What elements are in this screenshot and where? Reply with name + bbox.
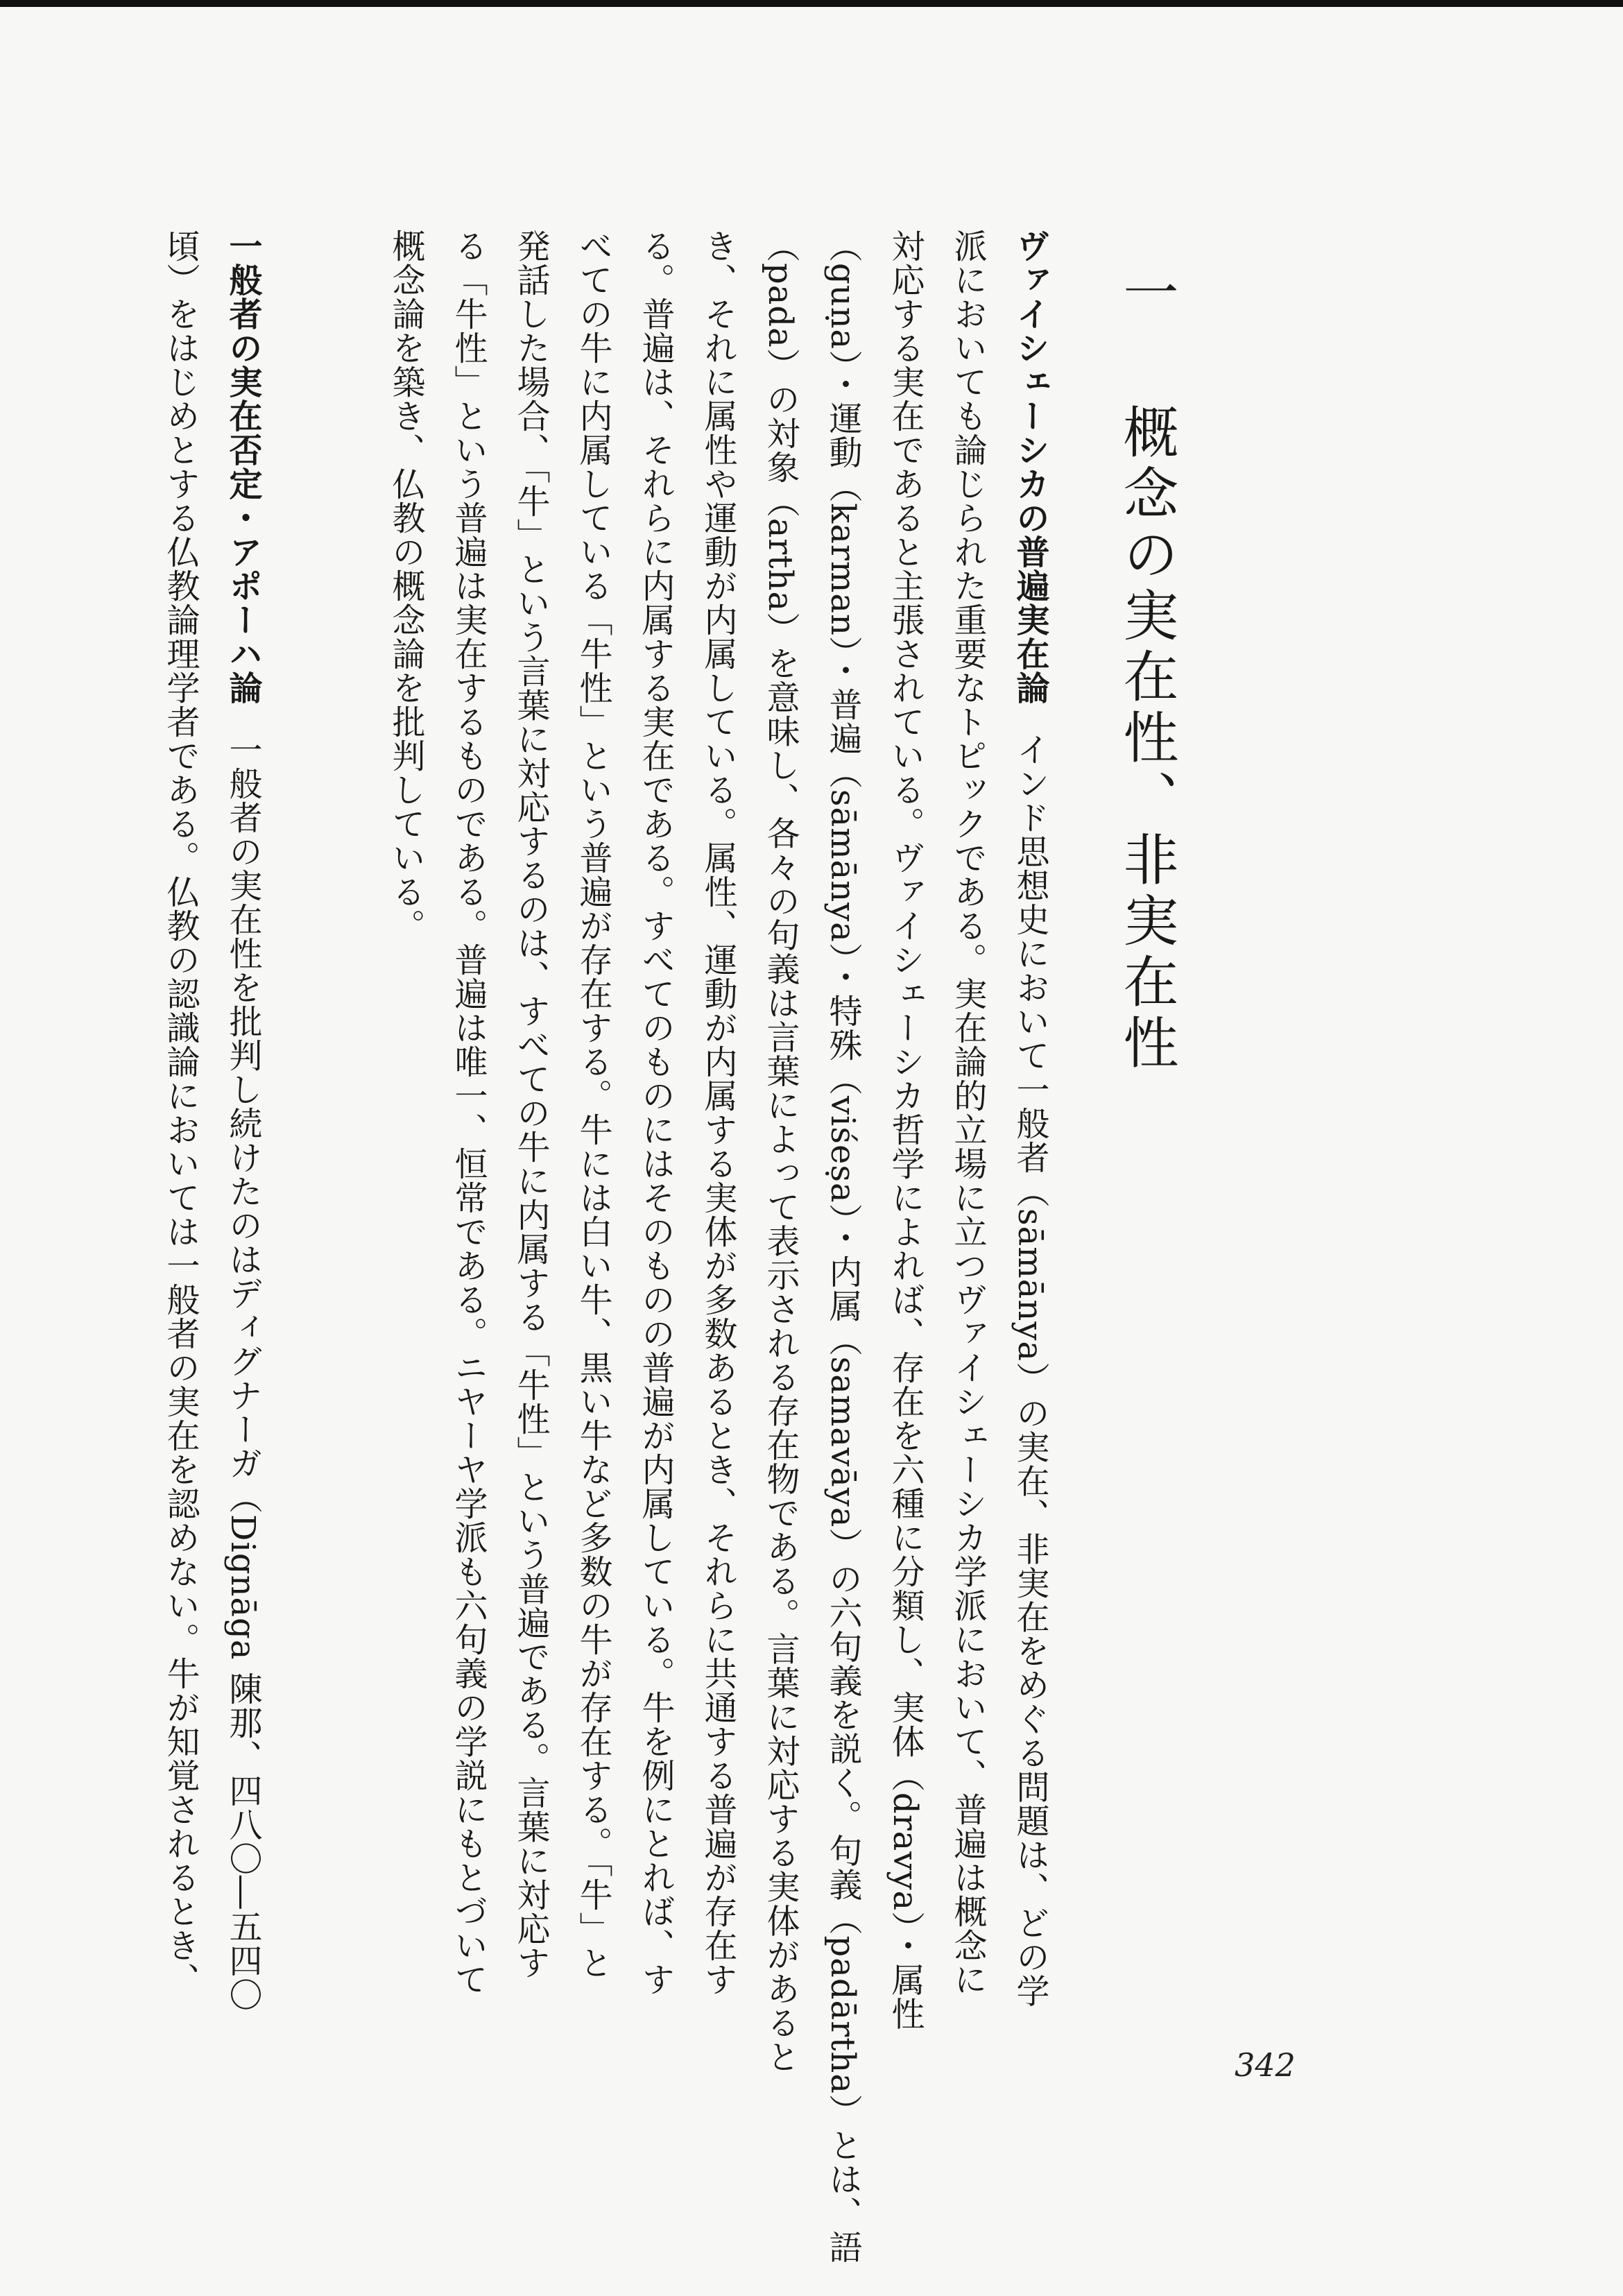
paragraph-line: （guṇa）・運動（karman）・普遍（sāmānya）・特殊（viśeṣa）・内属（samavāya）の六句義を説く。句義（padārtha）とは、語 <box>823 229 862 2264</box>
paragraph-line: 一般者の実在否定・アポーハ論一般者の実在性を批判し続けたのはディグナーガ（Dignāga 陳那、四八〇―五四〇 <box>223 229 262 2012</box>
paragraph-line: 頃）をはじめとする仏教論理学者である。仏教の認識論においては一般者の実在を認めない。牛が知覚されるとき、 <box>161 229 200 1996</box>
section-heading: 一般者の実在否定・アポーハ論 <box>223 229 262 705</box>
paragraph-line: 対応する実在であると主張されている。ヴァイシェーシカ哲学によれば、存在を六種に分類し、実体（dravya）・属性 <box>886 229 925 2031</box>
section-heading: ヴァイシェーシカの普遍実在論 <box>1011 229 1049 705</box>
paragraph-line: 発話した場合、「牛」という言葉に対応するのは、すべての牛に内属する「牛性」という普遍である。言葉に対応す <box>511 229 550 1980</box>
paragraph-line: 概念論を築き、仏教の概念論を批判している。 <box>386 229 425 943</box>
paragraph-line: き、それに属性や運動が内属している。属性、運動が内属する実体が多数あるとき、それらに共通する普遍が存在す <box>698 229 737 1996</box>
paragraph-line: （pada）の対象（artha）を意味し、各々の句義は言葉によって表示される存在物である。言葉に対応する実体があると <box>761 229 800 2074</box>
chapter-number: 一 <box>1114 264 1178 325</box>
paragraph-line: る。普遍は、それらに内属する実在である。すべてのものにはそのものの普遍が内属している。牛を例にとれば、す <box>636 229 675 1996</box>
paragraph-line: る「牛性」という普遍は実在するものである。普遍は唯一、恒常である。ニヤーヤ学派も六句義の学説にもとづいて <box>449 229 488 1996</box>
chapter-title <box>1110 264 1186 1074</box>
paragraph-line: ヴァイシェーシカの普遍実在論インド思想史において一般者（sāmānya）の実在、非実在をめぐる問題は、どの学 <box>1011 229 1049 2008</box>
chapter-title-text: 概念の実在性、非実在性 <box>1114 403 1178 1075</box>
paragraph-line: 派においても論じられた重要なトピックである。実在論的立場に立つヴァイシェーシカ学派において、普遍は概念に <box>948 229 987 1996</box>
paragraph-line: べての牛に内属している「牛性」という普遍が存在する。牛には白い牛、黒い牛など多数の牛が存在する。「牛」と <box>574 229 612 1980</box>
page-number: 342 <box>1235 2046 1296 2084</box>
